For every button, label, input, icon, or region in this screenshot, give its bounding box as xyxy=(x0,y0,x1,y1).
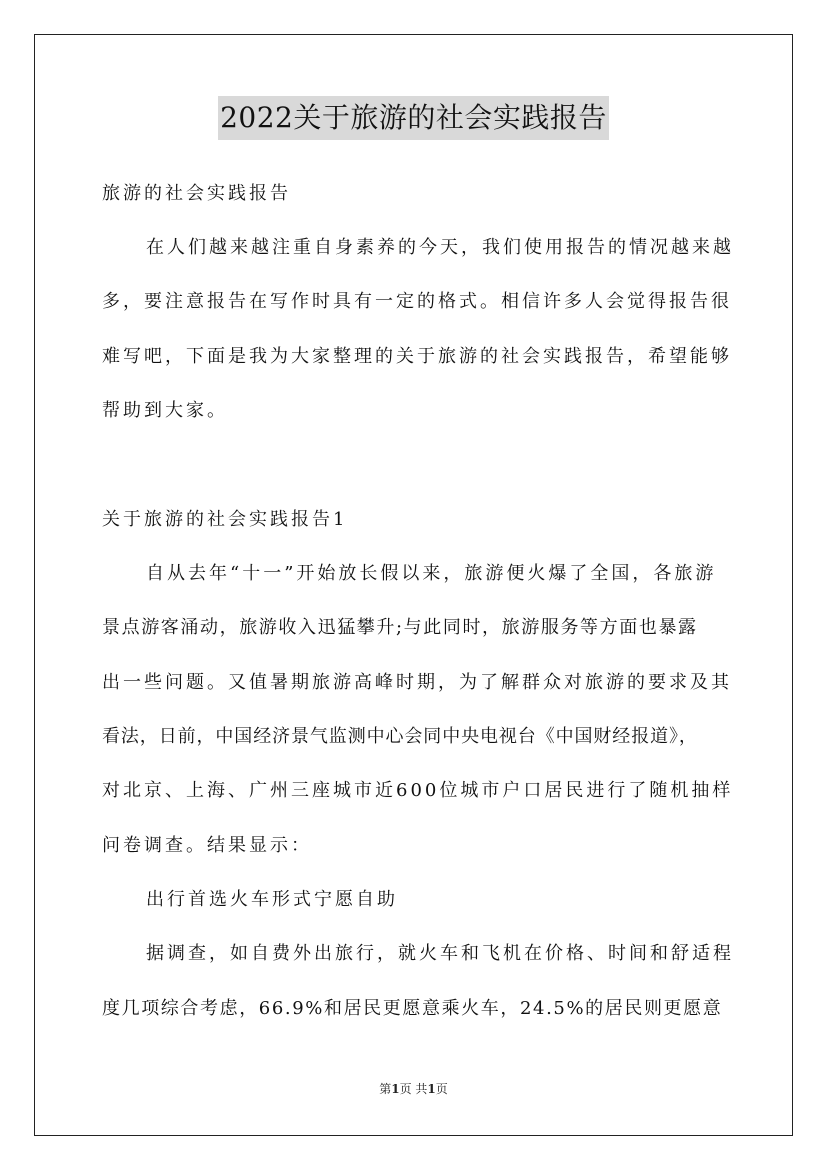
paragraph-line: 对北京、上海、广州三座城市近600位城市户口居民进行了随机抽样 xyxy=(102,780,734,801)
paragraph-line: 度几项综合考虑，66.9%和居民更愿意乘火车，24.5%的居民则更愿意 xyxy=(102,998,723,1019)
paragraph-line: 出一些问题。又值暑期旅游高峰时期，为了解群众对旅游的要求及其 xyxy=(102,672,732,693)
paragraph-line: 难写吧，下面是我为大家整理的关于旅游的社会实践报告，希望能够 xyxy=(102,346,732,367)
footer-current-page: 1 xyxy=(391,1082,400,1096)
paragraph-line: 多，要注意报告在写作时具有一定的格式。相信许多人会觉得报告很 xyxy=(102,291,732,312)
document-title-wrap xyxy=(0,96,827,140)
subheading-line: 出行首选火车形式宁愿自助 xyxy=(146,889,398,910)
page-footer xyxy=(0,1081,827,1097)
paragraph-line: 在人们越来越注重自身素养的今天，我们使用报告的情况越来越 xyxy=(146,237,734,258)
footer-prefix: 第 xyxy=(379,1082,392,1096)
paragraph-line: 看法，日前，中国经济景气监测中心会同中央电视台《中国财经报道》， xyxy=(102,726,698,747)
footer-total-pages: 1 xyxy=(427,1082,436,1096)
footer-suffix: 页 xyxy=(435,1082,448,1096)
paragraph-line: 据调查，如自费外出旅行，就火车和飞机在价格、时间和舒适程 xyxy=(146,943,734,964)
paragraph-line: 问卷调查。结果显示： xyxy=(102,835,312,856)
paragraph-line: 景点游客涌动，旅游收入迅猛攀升;与此同时，旅游服务等方面也暴露 xyxy=(102,617,698,638)
paragraph-line: 帮助到大家。 xyxy=(102,400,228,421)
section-heading: 旅游的社会实践报告 xyxy=(102,183,291,204)
footer-mid: 页 共 xyxy=(399,1082,428,1096)
section-heading: 关于旅游的社会实践报告1 xyxy=(102,509,348,530)
paragraph-line: 自从去年“十一”开始放长假以来，旅游便火爆了全国，各旅游 xyxy=(146,563,717,584)
document-title: 2022关于旅游的社会实践报告 xyxy=(218,96,609,140)
